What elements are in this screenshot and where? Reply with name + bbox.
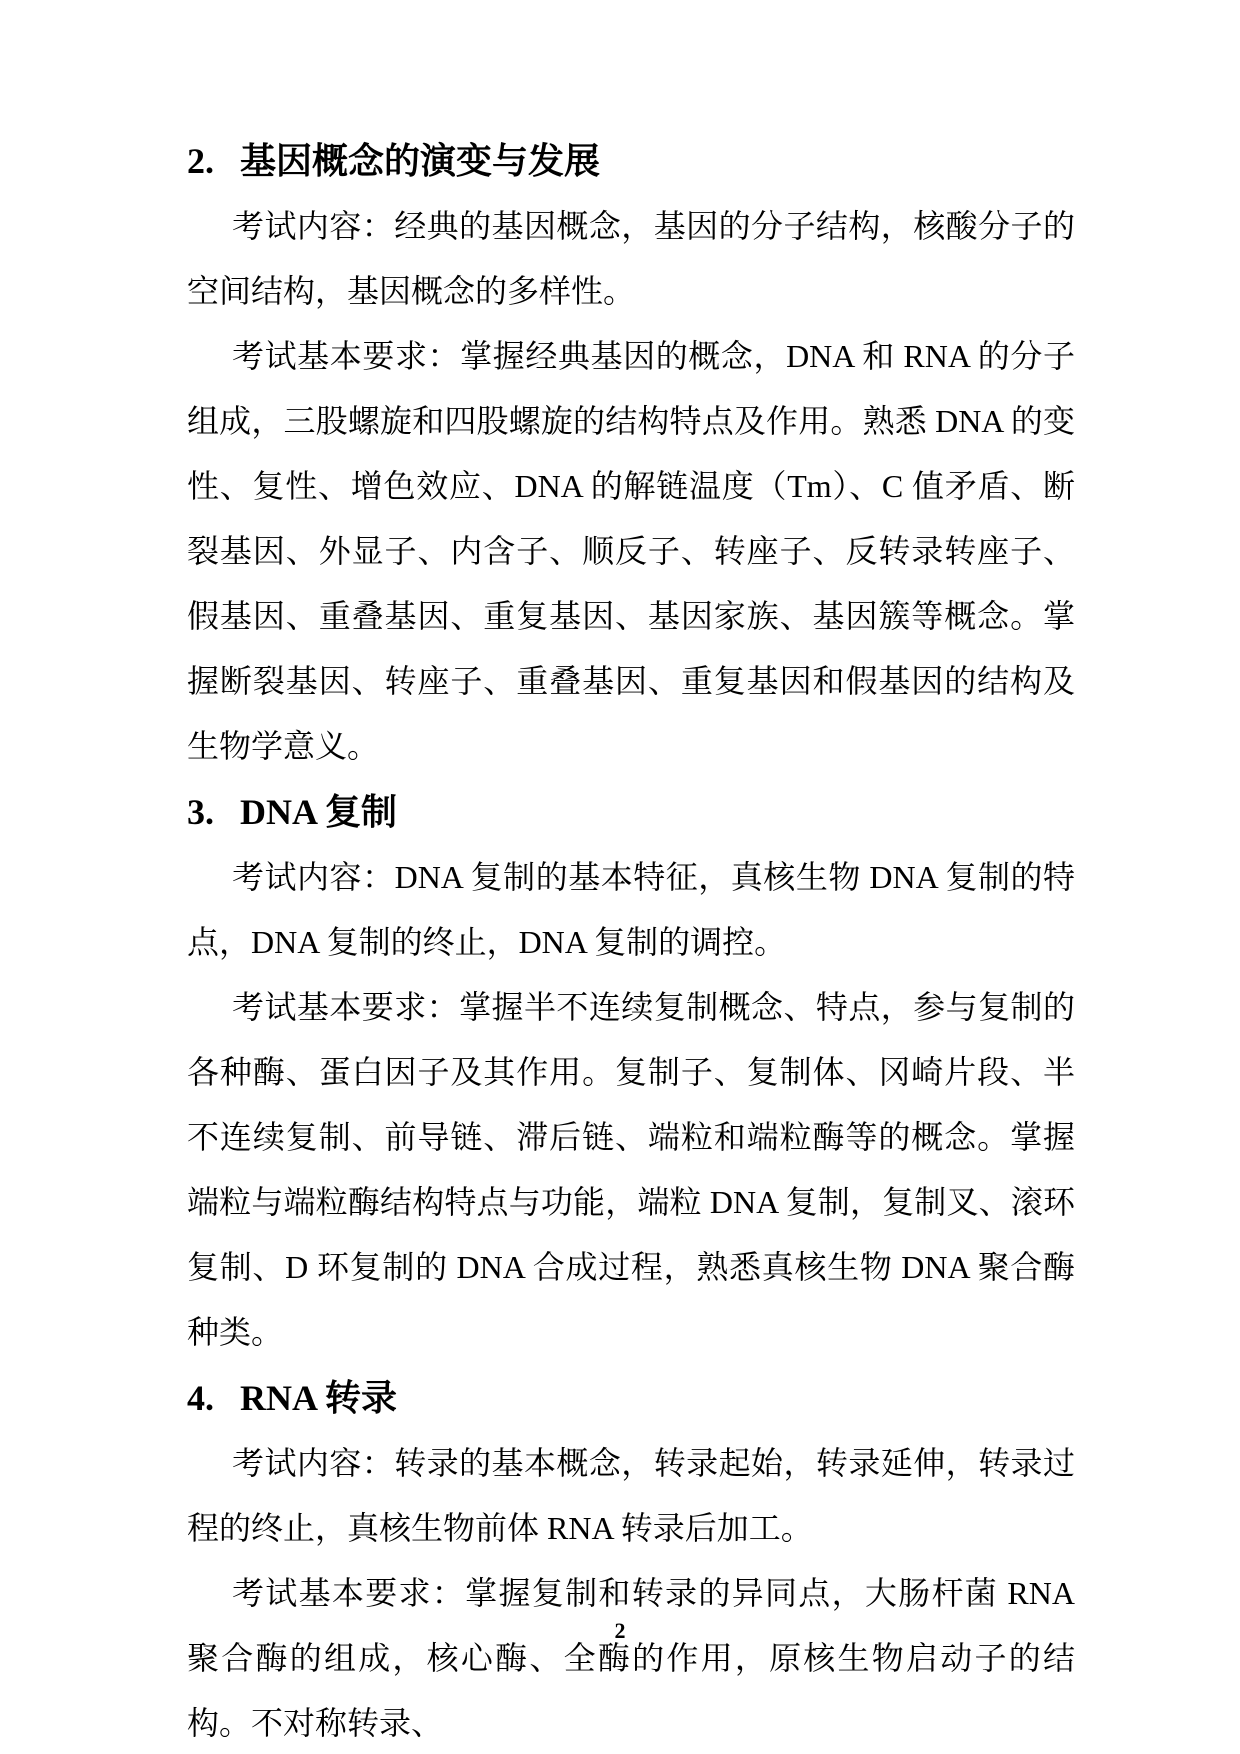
section-title: RNA 转录 [240,1378,398,1418]
section-title: 基因概念的演变与发展 [240,141,601,181]
section-number: 2. [187,141,214,181]
exam-content-paragraph: 考试内容：DNA 复制的基本特征，真核生物 DNA 复制的特点，DNA 复制的终止，DNA 复制的调控。 [187,859,1075,960]
page-content [187,128,1075,1754]
exam-requirements-paragraph: 考试基本要求：掌握半不连续复制概念、特点，参与复制的各种酶、蛋白因子及其作用。复制子、复制体、冈崎片段、半不连续复制、前导链、滞后链、端粒和端粒酶等的概念。掌握端粒与端粒酶结构特点与功能，端粒 DNA 复制，复制叉、滚环复制、D 环复制的 DNA 合成过程，熟悉真核生物 DNA 聚合酶种类。 [187,989,1075,1350]
section-title: DNA 复制 [240,792,398,832]
exam-content-paragraph: 考试内容：转录的基本概念，转录起始，转录延伸，转录过程的终止，真核生物前体 RNA 转录后加工。 [187,1445,1075,1546]
exam-requirements-paragraph: 考试基本要求：掌握复制和转录的异同点，大肠杆菌 RNA 聚合酶的组成，核心酶、全酶的作用，原核生物启动子的结构。不对称转录、 [187,1575,1075,1741]
section-number: 4. [187,1378,214,1418]
section-number: 3. [187,792,214,832]
page-number: 2 [614,1618,626,1643]
section-heading-3 [187,779,1075,845]
section-heading-2 [187,128,1075,194]
section-heading-4 [187,1365,1075,1431]
exam-content-paragraph: 考试内容：经典的基因概念，基因的分子结构，核酸分子的空间结构，基因概念的多样性。 [187,208,1075,309]
exam-requirements-paragraph: 考试基本要求：掌握经典基因的概念，DNA 和 RNA 的分子组成，三股螺旋和四股螺旋的结构特点及作用。熟悉 DNA 的变性、复性、增色效应、DNA 的解链温度（Tm）、C 值矛盾、断裂基因、外显子、内含子、顺反子、转座子、反转录转座子、假基因、重叠基因、重复基因、基因家族、基因簇等概念。掌握断裂基因、转座子、重叠基因、重复基因和假基因的结构及生物学意义。 [187,338,1075,764]
